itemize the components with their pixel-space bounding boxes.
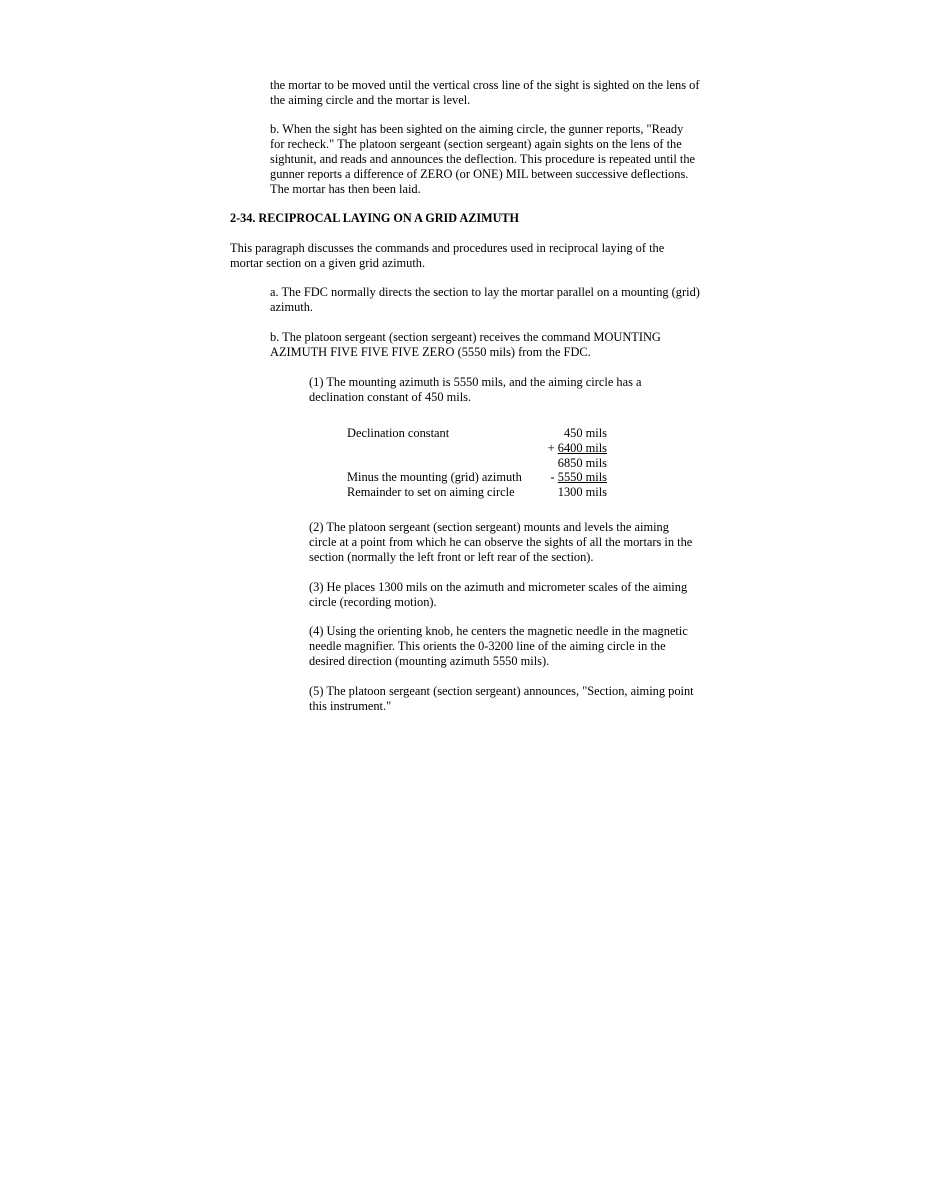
calc-prefix: +: [547, 440, 558, 455]
step-4: (4) Using the orienting knob, he centers the magnetic needle in the magnetic needle magnifier. This orients the 0-3200 line of the aiming circle in the desired direction (mounting azimuth 5550 mils).: [309, 624, 688, 668]
calc-value: [548, 441, 607, 456]
paragraph-continuation: the mortar to be moved until the vertical cross line of the sight is sighted on the lens of the aiming circle and the mortar is level.: [270, 78, 700, 107]
calc-amount: 5550 mils: [557, 470, 607, 485]
calc-row: [347, 456, 607, 471]
calc-row: [347, 485, 607, 500]
calc-value: [558, 485, 607, 500]
calc-value: [551, 470, 607, 485]
step-1: (1) The mounting azimuth is 5550 mils, and the aiming circle has a declination constant of 450 mils.: [309, 375, 642, 404]
calc-amount: 6400 mils: [557, 440, 607, 455]
step-3: (3) He places 1300 mils on the azimuth and micrometer scales of the aiming circle (recording motion).: [309, 580, 688, 609]
calc-amount: 6850 mils: [557, 455, 607, 470]
section-intro: This paragraph discusses the commands and procedures used in reciprocal laying of the mortar section on a given grid azimuth.: [230, 241, 665, 270]
section-heading: 2-34. RECIPROCAL LAYING ON A GRID AZIMUTH: [230, 211, 520, 225]
calc-row: [347, 470, 607, 485]
calc-label: Minus the mounting (grid) azimuth: [347, 470, 522, 485]
paragraph-a: a. The FDC normally directs the section to lay the mortar parallel on a mounting (grid) azimuth.: [270, 285, 700, 314]
calc-value: [558, 456, 607, 471]
calc-label: Declination constant: [347, 426, 450, 440]
calc-row: [347, 441, 607, 456]
paragraph-b: b. The platoon sergeant (section sergeant) receives the command MOUNTING AZIMUTH FIVE FIVE FIVE ZERO (5550 mils) from the FDC.: [270, 330, 661, 359]
calc-amount: 1300 mils: [557, 485, 607, 500]
declination-calculation: [347, 426, 607, 500]
calc-prefix: -: [550, 470, 558, 485]
step-2: (2) The platoon sergeant (section sergeant) mounts and levels the aiming circle at a point from which he can observe the sights of all the mortars in the section (normally the left front or left rear of the section).: [309, 520, 693, 564]
paragraph-b-recheck: b. When the sight has been sighted on the aiming circle, the gunner reports, "Ready for recheck." The platoon sergeant (section sergeant) again sights on the lens of the sightunit, and reads and announces the deflection. This procedure is repeated until the gunner reports a difference of ZERO (or ONE) MIL between successive deflections. The mortar has then been laid.: [270, 122, 696, 196]
step-5: (5) The platoon sergeant (section sergeant) announces, "Section, aiming point this instrument.": [309, 684, 694, 713]
calc-row: [347, 426, 607, 441]
calc-value: [564, 426, 607, 441]
calc-label: Remainder to set on aiming circle: [347, 485, 515, 500]
calc-amount: 450 mils: [563, 426, 607, 440]
